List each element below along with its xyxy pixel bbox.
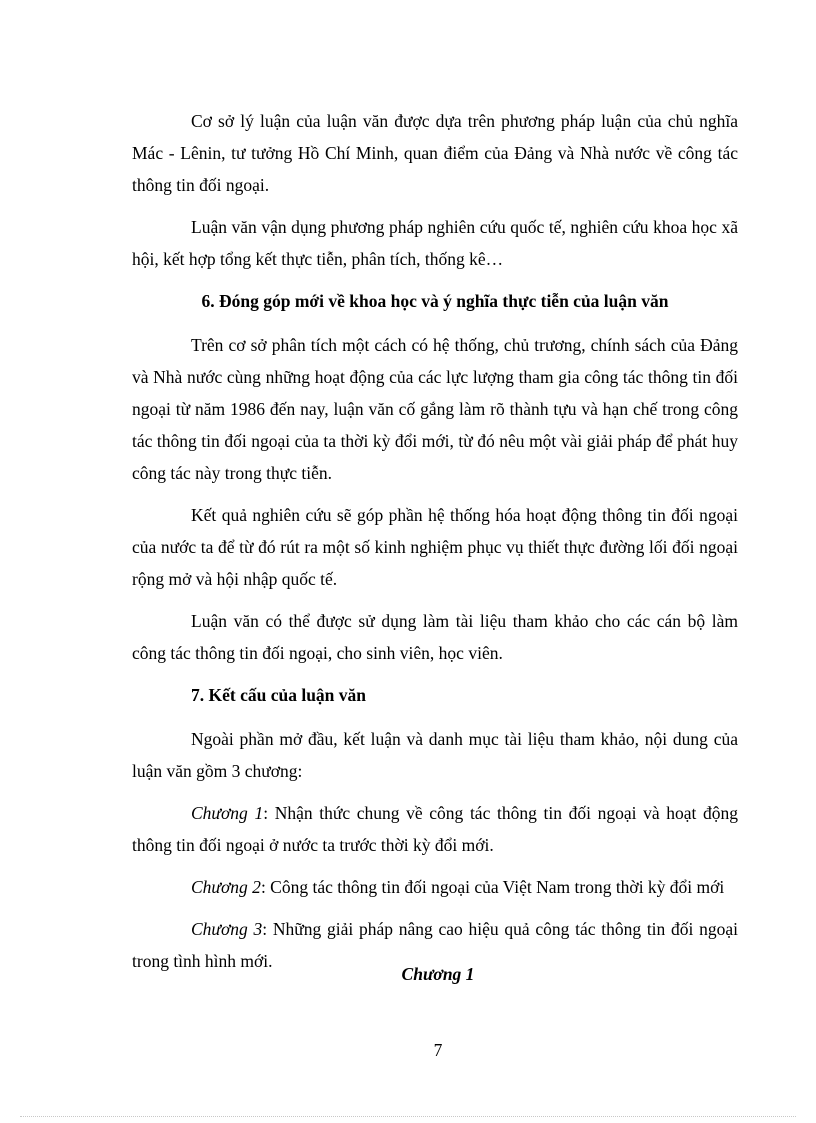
chapter-2-label: Chương 2	[191, 877, 261, 897]
chapter-2-summary	[132, 871, 738, 903]
chapter-2-text: : Công tác thông tin đối ngoại của Việt Nam trong thời kỳ đổi mới	[260, 877, 725, 897]
section-7-intro: Ngoài phần mở đầu, kết luận và danh mục tài liệu tham khảo, nội dung của luận văn gồm 3 chương:	[132, 729, 738, 781]
section-6-heading: 6. Đóng góp mới về khoa học và ý nghĩa thực tiễn của luận văn	[201, 291, 669, 311]
paragraph-theoretical-basis: Cơ sở lý luận của luận văn được dựa trên phương pháp luận của chủ nghĩa Mác - Lênin, tư tưởng Hồ Chí Minh, quan điểm của Đảng và Nhà nước về công tác thông tin đối ngoại.	[132, 111, 738, 195]
section-7-heading: 7. Kết cấu của luận văn	[191, 685, 367, 705]
chapter-1-label: Chương 1	[191, 803, 264, 823]
next-chapter-title: Chương 1	[401, 964, 475, 984]
page-number: 7	[433, 1040, 443, 1060]
section-6-paragraph: Trên cơ sở phân tích một cách có hệ thống, chủ trương, chính sách của Đảng và Nhà nước cùng những hoạt động của các lực lượng tham gia công tác thông tin đối ngoại từ năm 1986 đến nay, luận văn cố gắng làm rõ thành tựu và hạn chế trong công tác thông tin đối ngoại của ta thời kỳ đổi mới, từ đó nêu một vài giải pháp để phát huy công tác này trong thực tiễn.	[132, 335, 738, 483]
section-6-paragraph: Kết quả nghiên cứu sẽ góp phần hệ thống hóa hoạt động thông tin đối ngoại của nước ta để từ đó rút ra một số kinh nghiệm phục vụ thiết thực đường lối đối ngoại rộng mở và hội nhập quốc tế.	[132, 505, 738, 589]
chapter-3-text: : Những giải pháp nâng cao hiệu quả công tác thông tin đối ngoại trong tình hình mới.	[132, 919, 738, 971]
chapter-1-text: : Nhận thức chung về công tác thông tin đối ngoại và hoạt động thông tin đối ngoại ở nước ta trước thời kỳ đổi mới.	[132, 803, 738, 855]
chapter-3-label: Chương 3	[191, 919, 263, 939]
chapter-1-summary	[132, 797, 738, 861]
paragraph-methodology: Luận văn vận dụng phương pháp nghiên cứu quốc tế, nghiên cứu khoa học xã hội, kết hợp tổng kết thực tiễn, phân tích, thống kê…	[132, 217, 738, 269]
page-bottom-divider	[20, 1116, 796, 1117]
page-body	[132, 105, 738, 987]
section-6-paragraph: Luận văn có thể được sử dụng làm tài liệu tham khảo cho các cán bộ làm công tác thông tin đối ngoại, cho sinh viên, học viên.	[132, 611, 738, 663]
